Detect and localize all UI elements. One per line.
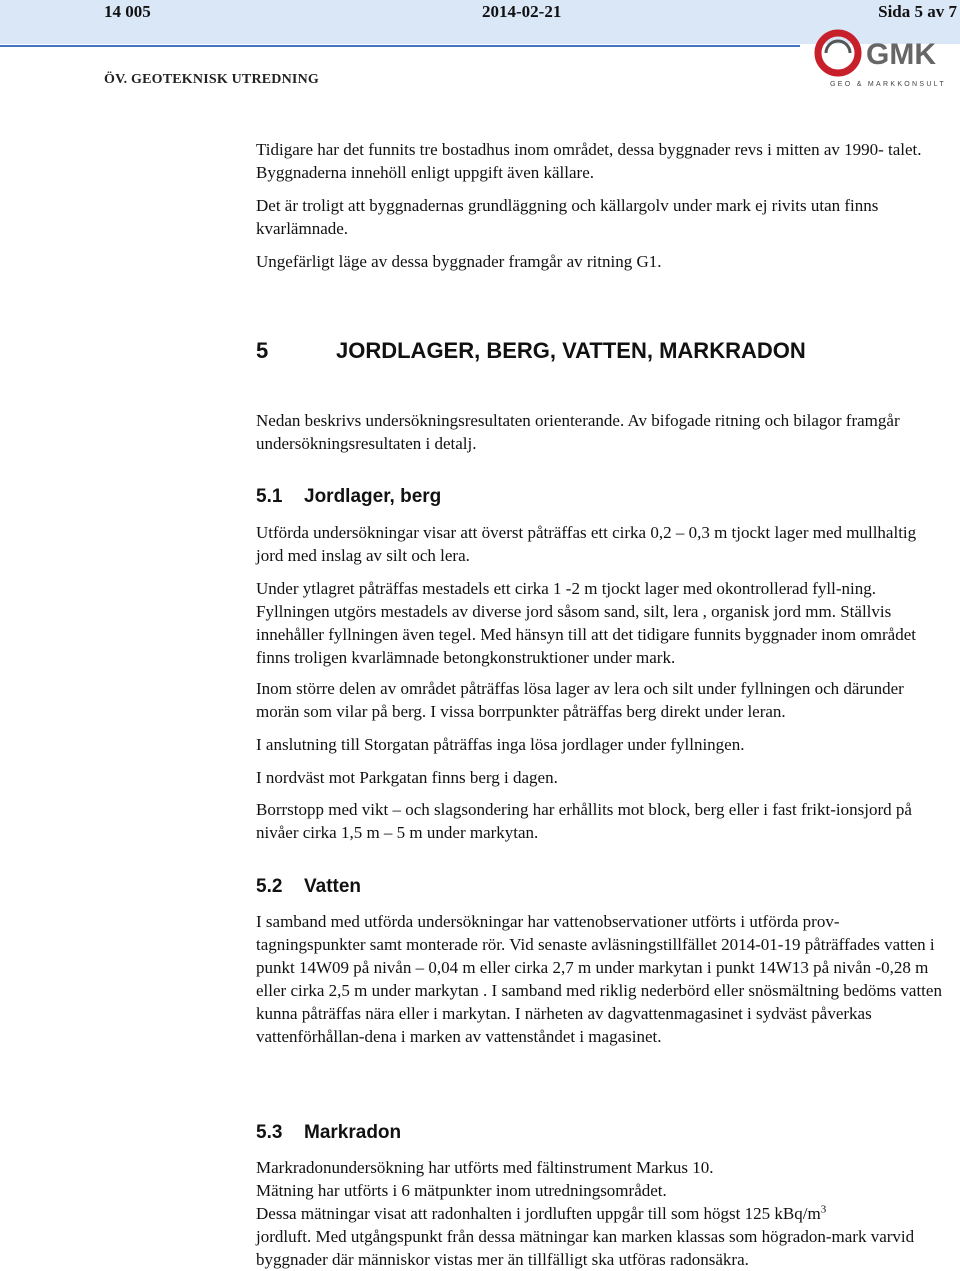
cubic-superscript: 3 bbox=[820, 1203, 827, 1216]
document-date: 2014-02-21 bbox=[482, 2, 562, 21]
intro-paragraph-3: Ungefärligt läge av dessa byggnader framgår av ritning G1. bbox=[256, 252, 662, 271]
header-rule bbox=[0, 45, 800, 47]
section-5-1-paragraph-6: Borrstopp med vikt – och slagsondering har erhållits mot block, berg eller i fast frikt-ionsjord på nivåer cirka 1,5 m – 5 m under markytan. bbox=[256, 800, 912, 842]
markradon-line-1: Markradonundersökning har utförts med fältinstrument Markus 10. bbox=[256, 1158, 714, 1177]
radon-measurement-text: Dessa mätningar visat att radonhalten i jordluften uppgår till som högst 125 kBq/m bbox=[256, 1204, 821, 1223]
gmk-logo bbox=[808, 28, 958, 92]
section-5-heading bbox=[256, 338, 806, 364]
intro-paragraph-2: Det är troligt att byggnadernas grundläggning och källargolv under mark ej rivits utan finns kvarlämnade. bbox=[256, 196, 879, 238]
section-title: Jordlager, berg bbox=[304, 486, 442, 507]
logo-mark-icon bbox=[818, 33, 858, 73]
markradon-line-4: jordluft. Med utgångspunkt från dessa mätningar kan marken klassas som högradon-mark varvid byggnader där människor vistas mer än tillfälligt ska utföras radonsäkra. bbox=[256, 1227, 915, 1269]
section-5-1-paragraph-3: Inom större delen av området påträffas lösa lager av lera och silt under fyllningen och därunder morän som vilar på berg. I vissa borrpunkter påträffas berg direkt under leran. bbox=[256, 679, 904, 721]
section-5-paragraph: Nedan beskrivs undersökningsresultaten orienterande. Av bifogade ritning och bilagor framgår undersökningsresultaten i detalj. bbox=[256, 411, 900, 453]
section-5-3-heading bbox=[256, 1122, 401, 1144]
section-5-1-paragraph-1: Utförda undersökningar visar att överst påträffas ett cirka 0,2 – 0,3 m tjockt lager med mullhaltig jord med inslag av silt och lera. bbox=[256, 523, 917, 565]
svg-text:GMK: GMK bbox=[866, 38, 936, 71]
section-number: 5 bbox=[256, 338, 269, 363]
section-5-1-heading bbox=[256, 486, 441, 508]
section-5-1-paragraph-2: Under ytlagret påträffas mestadels ett cirka 1 -2 m tjockt lager med okontrollerad fyll-ning. Fyllningen utgörs mestadels av diverse jord såsom sand, silt, lera , organisk jord mm. Ställvis innehåller fyllningen även tegel. Med hänsyn till att det tidigare funnits byggnader inom området finns troligen kvarlämnade betongkonstruktioner under mark. bbox=[256, 579, 916, 667]
document-number: 14 005 bbox=[104, 2, 151, 21]
section-5-3-text bbox=[256, 1156, 946, 1271]
section-number: 5.1 bbox=[256, 486, 283, 507]
page-number: Sida 5 av 7 bbox=[878, 2, 957, 21]
section-5-2-paragraph: I samband med utförda undersökningar har vattenobservationer utförts i utförda prov-tagningspunkter samt monterade rör. Vid senaste avläsningstillfället 2014-01-19 påträffades vatten i punkt 14W09 på nivån – 0,04 m eller cirka 2,7 m under markytan i punkt 14W13 på nivån -0,28 m eller cirka 2,5 m under markytan . I samband med riklig nederbörd eller snösmältning bedöms vatten kunna påträffas nära eller i markytan. I närheten av dagvattenmagasinet i sydväst påverkas vattenförhållan-dena i marken av vattenståndet i magasinet. bbox=[256, 912, 942, 1046]
section-5-1-paragraph-4: I anslutning till Storgatan påträffas inga lösa jordlager under fyllningen. bbox=[256, 735, 745, 754]
section-title: JORDLAGER, BERG, VATTEN, MARKRADON bbox=[336, 338, 806, 363]
document-subtitle: ÖV. GEOTEKNISK UTREDNING bbox=[104, 72, 319, 87]
section-number: 5.3 bbox=[256, 1122, 283, 1143]
intro-paragraph-1: Tidigare har det funnits tre bostadhus inom området, dessa byggnader revs i mitten av 1990- talet. Byggnaderna innehöll enligt uppgift även källare. bbox=[256, 140, 922, 182]
svg-text:GEO & MARKKONSULT: GEO & MARKKONSULT bbox=[830, 81, 946, 88]
section-5-1-paragraph-5: I nordväst mot Parkgatan finns berg i dagen. bbox=[256, 768, 558, 787]
section-title: Vatten bbox=[304, 876, 362, 897]
markradon-line-2: Mätning har utförts i 6 mätpunkter inom utredningsområdet. bbox=[256, 1181, 667, 1200]
markradon-line-3 bbox=[256, 1202, 946, 1225]
section-number: 5.2 bbox=[256, 876, 283, 897]
section-5-2-heading bbox=[256, 876, 361, 898]
section-title: Markradon bbox=[304, 1122, 402, 1143]
